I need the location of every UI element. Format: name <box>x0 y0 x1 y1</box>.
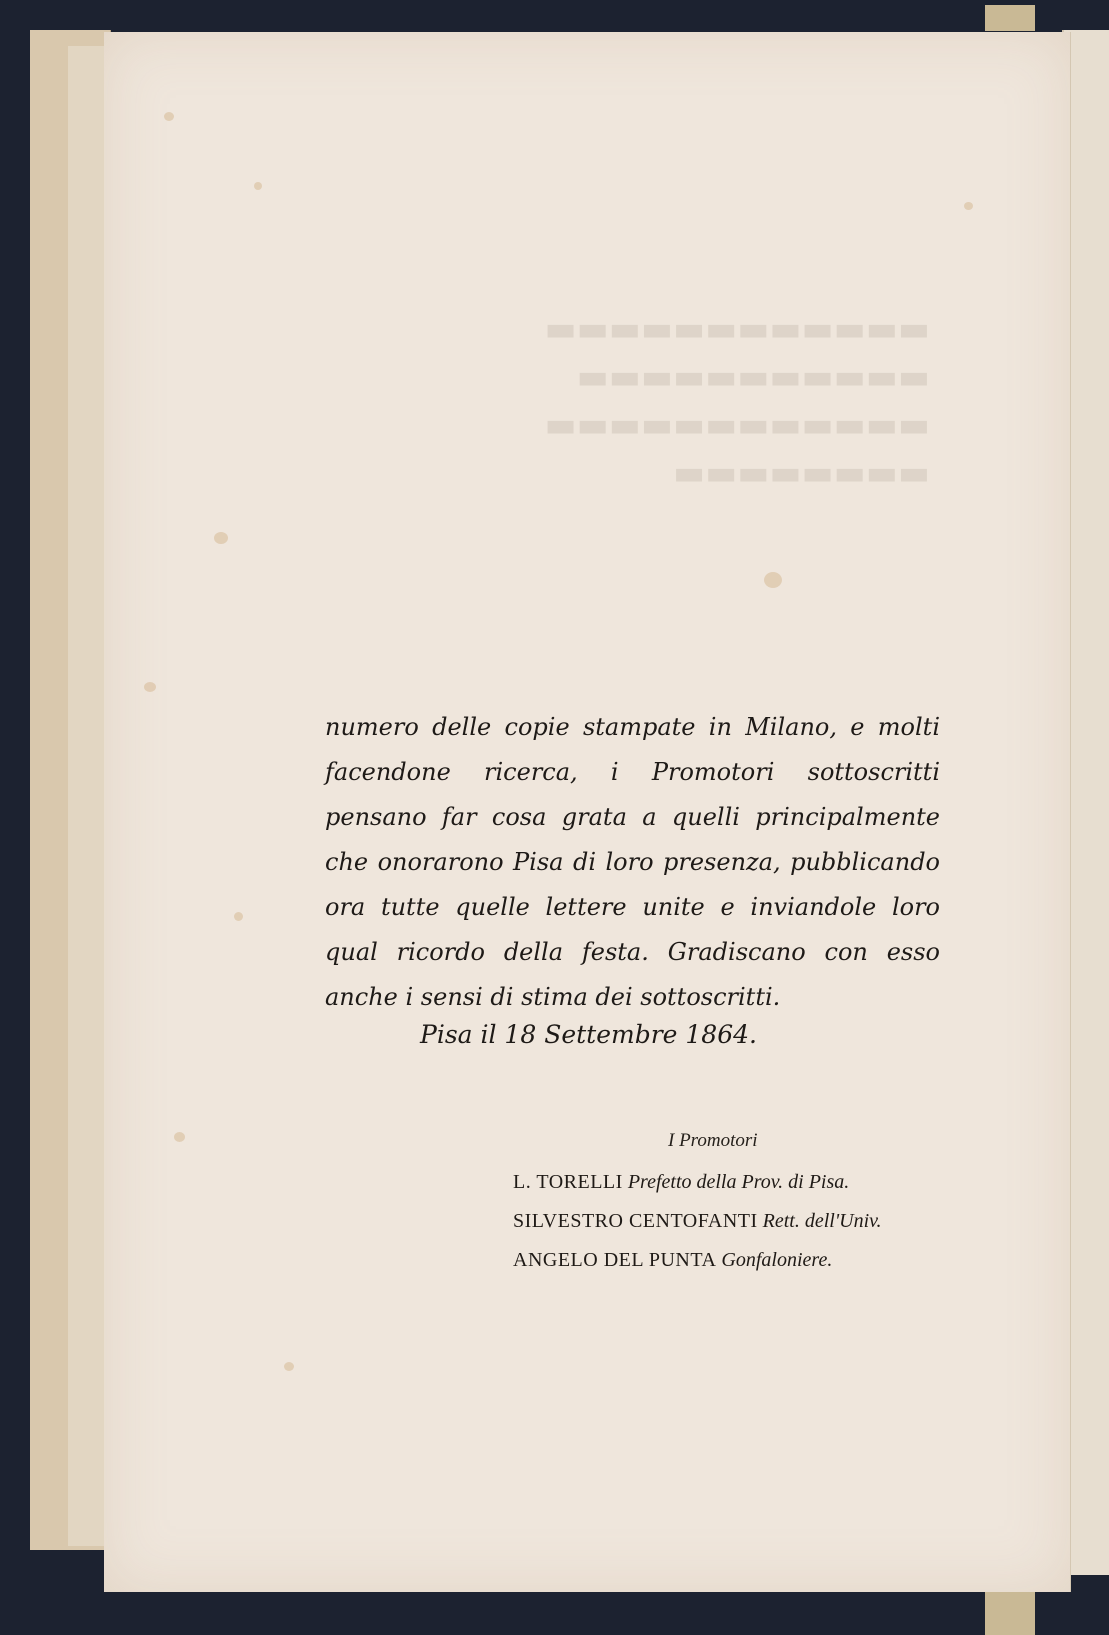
body-paragraph: numero delle copie stampate in Milano, e molti facendone ricerca, i Promotori sottoscritti pensano far cosa grata a quelli principalmente che onorarono Pisa di loro presenza, pubblicando ora tutte quelle lettere unite e inviandole loro qual ricordo della festa. Gradiscano con esso anche i sensi di stima dei sottoscritti. <box>325 713 940 1011</box>
foxing-spot <box>234 912 243 921</box>
foxing-spot <box>214 532 228 544</box>
signer-row <box>513 1202 882 1241</box>
signer-row <box>513 1241 882 1280</box>
signer-row <box>513 1163 882 1202</box>
signer-title: Gonfaloniere. <box>721 1249 833 1271</box>
binding-tab-top <box>985 5 1035 31</box>
signer-name: L. TORELLI <box>513 1171 623 1193</box>
page-stack-edge-inner <box>68 46 109 1546</box>
signer-title: Rett. dell'Univ. <box>762 1210 882 1232</box>
show-through-text: ▬▬▬▬▬▬▬▬▬▬▬▬ ▬▬▬▬▬▬▬▬▬▬▬ ▬▬▬▬▬▬▬▬▬▬▬▬ ▬▬▬▬▬▬▬▬ <box>544 309 930 493</box>
binding-tab-bottom <box>985 1585 1035 1635</box>
foxing-spot <box>164 112 174 121</box>
foxing-spot <box>964 202 973 210</box>
foxing-spot <box>254 182 262 190</box>
foxing-spot <box>144 682 156 692</box>
signer-title: Prefetto della Prov. di Pisa. <box>627 1171 850 1193</box>
date-line: Pisa il 18 Settembre 1864. <box>420 1020 757 1049</box>
signer-name: SILVESTRO CENTOFANTI <box>513 1210 758 1232</box>
foxing-spot <box>284 1362 294 1371</box>
signers-list <box>513 1163 882 1280</box>
foxing-spot <box>174 1132 185 1142</box>
promoters-heading: I Promotori <box>668 1130 758 1151</box>
signer-name: ANGELO DEL PUNTA <box>513 1249 717 1271</box>
foxing-spot <box>764 572 782 588</box>
